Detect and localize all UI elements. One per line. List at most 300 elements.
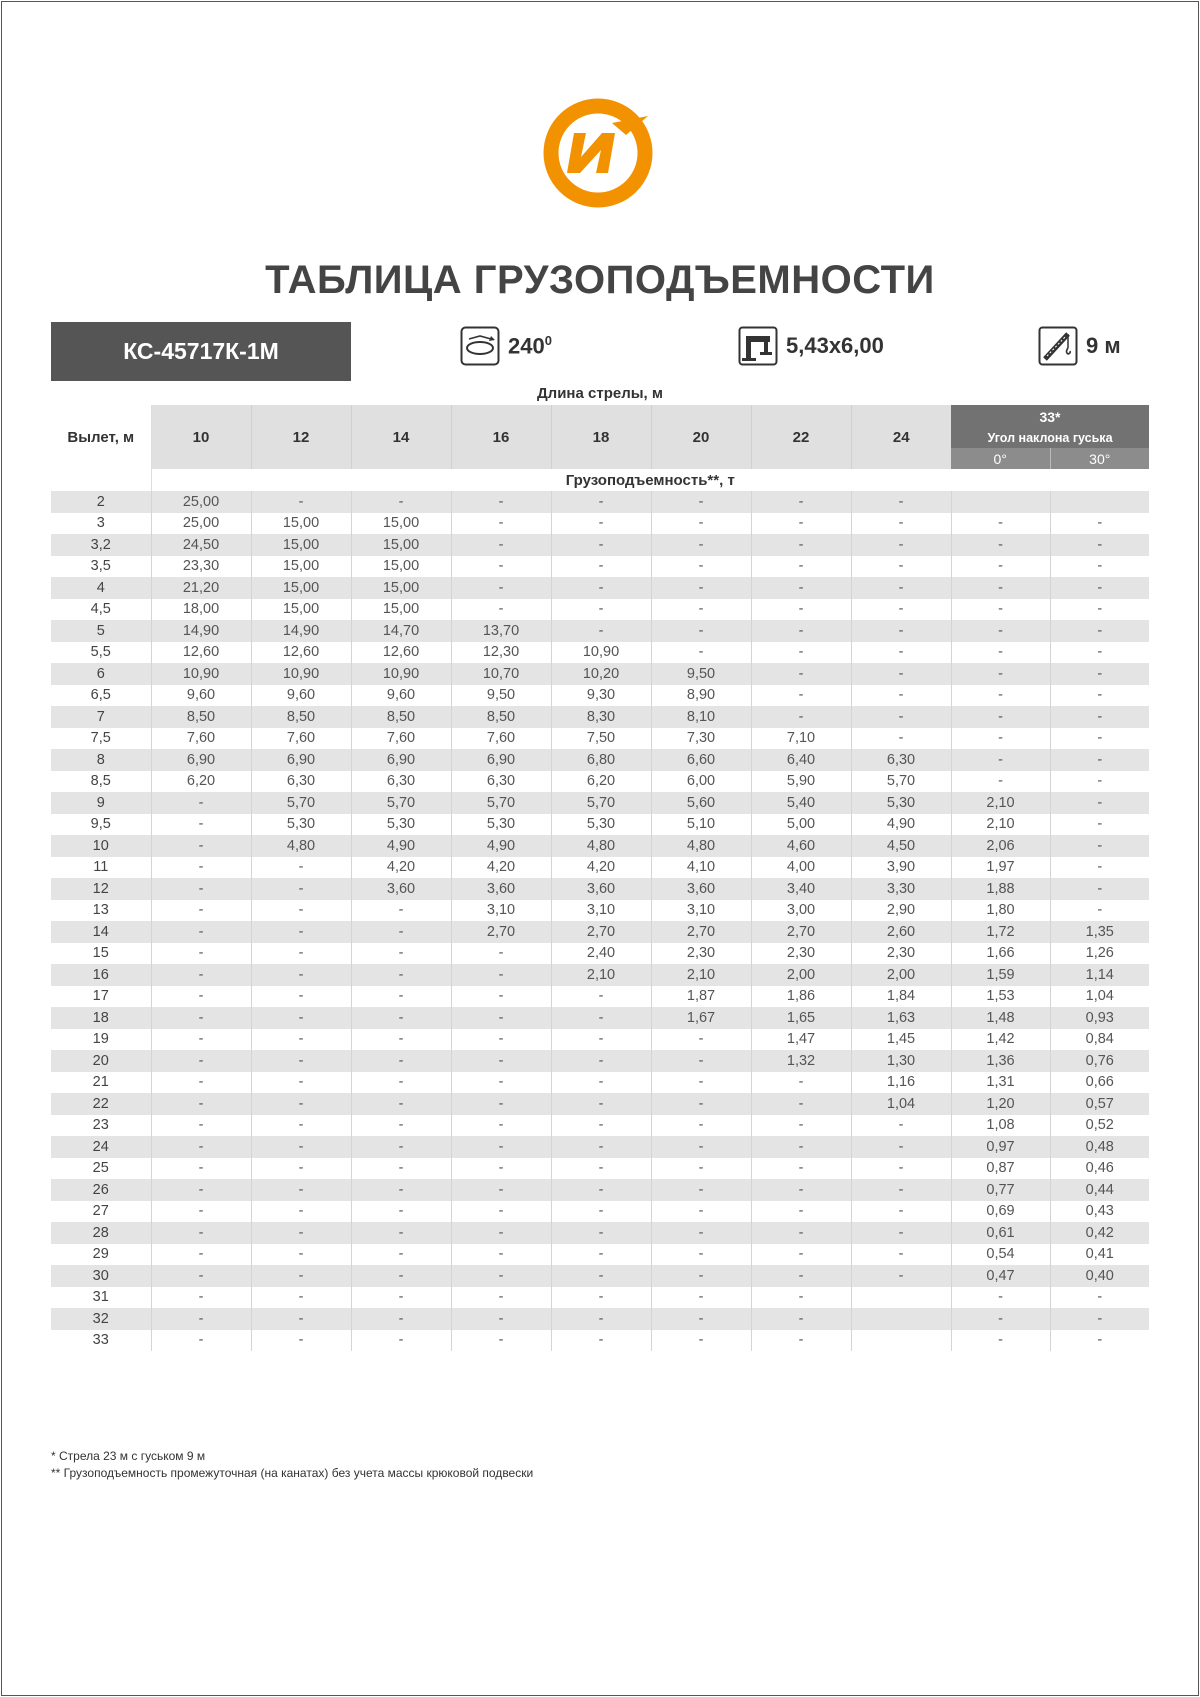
radius-cell: 25 bbox=[51, 1158, 151, 1180]
radius-cell: 28 bbox=[51, 1222, 151, 1244]
table-row bbox=[51, 1115, 1149, 1137]
capacity-cell: - bbox=[751, 1072, 851, 1094]
capacity-cell: 3,60 bbox=[451, 878, 551, 900]
capacity-cell: 12,30 bbox=[451, 642, 551, 664]
radius-cell: 7 bbox=[51, 706, 151, 728]
capacity-cell: - bbox=[351, 1072, 451, 1094]
jib-capacity-cell: 1,04 bbox=[1085, 988, 1114, 1005]
capacity-cell: - bbox=[651, 1244, 751, 1266]
rotation-value: 240 bbox=[508, 333, 545, 359]
jib-capacity-cell: - bbox=[1050, 878, 1149, 900]
capacity-cell: - bbox=[551, 1287, 651, 1309]
capacity-cell: - bbox=[751, 1201, 851, 1223]
capacity-cell: - bbox=[451, 1072, 551, 1094]
table-row bbox=[51, 1093, 1149, 1115]
table-row bbox=[51, 1158, 1149, 1180]
capacity-cell: - bbox=[151, 878, 251, 900]
capacity-cell: - bbox=[651, 491, 751, 513]
capacity-cell: 1,65 bbox=[751, 1007, 851, 1029]
capacity-cell: 2,70 bbox=[451, 921, 551, 943]
capacity-cell: 6,30 bbox=[851, 749, 951, 771]
capacity-cell: 6,60 bbox=[651, 749, 751, 771]
capacity-cell: - bbox=[251, 1050, 351, 1072]
capacity-cell: 5,30 bbox=[851, 792, 951, 814]
radius-cell: 11 bbox=[51, 857, 151, 879]
capacity-cell: 4,00 bbox=[751, 857, 851, 879]
capacity-cell: - bbox=[551, 1201, 651, 1223]
capacity-cell: - bbox=[251, 964, 351, 986]
capacity-cell: 5,10 bbox=[651, 814, 751, 836]
jib-capacity-cell: 0,43 bbox=[1085, 1203, 1114, 1220]
capacity-cell: - bbox=[651, 534, 751, 556]
capacity-cell: 3,60 bbox=[351, 878, 451, 900]
capacity-cell: - bbox=[351, 1308, 451, 1330]
radius-cell: 13 bbox=[51, 900, 151, 922]
table-row bbox=[51, 1330, 1149, 1352]
jib-capacity-cell: 0,44 bbox=[1050, 1179, 1149, 1201]
capacity-cell: - bbox=[251, 1029, 351, 1051]
capacity-cell: 4,60 bbox=[751, 835, 851, 857]
capacity-cell: 9,50 bbox=[451, 685, 551, 707]
boom-length-col: 12 bbox=[251, 405, 351, 469]
capacity-cell: - bbox=[551, 986, 651, 1008]
capacity-cell: 3,10 bbox=[551, 900, 651, 922]
capacity-cell: - bbox=[451, 1007, 551, 1029]
capacity-cell: - bbox=[751, 620, 851, 642]
radius-cell: 17 bbox=[51, 986, 151, 1008]
capacity-cell: - bbox=[151, 1115, 251, 1137]
jib-capacity-cell: - bbox=[1097, 601, 1103, 618]
jib-capacity-cell: - bbox=[951, 706, 1050, 728]
capacity-cell: - bbox=[151, 1093, 251, 1115]
capacity-cell: 1,86 bbox=[751, 986, 851, 1008]
capacity-cell: - bbox=[851, 1244, 951, 1266]
table-row bbox=[51, 620, 1149, 642]
capacity-cell: - bbox=[651, 1330, 751, 1352]
jib-angle-0: 0° bbox=[951, 448, 1050, 469]
capacity-cell: - bbox=[451, 1050, 551, 1072]
jib-capacity-cell: 1,14 bbox=[1050, 964, 1149, 986]
jib-capacity-cell: 0,52 bbox=[1085, 1117, 1114, 1134]
capacity-cell: 2,90 bbox=[851, 900, 951, 922]
capacity-cell: - bbox=[151, 1265, 251, 1287]
radius-cell: 3,5 bbox=[51, 556, 151, 578]
outrigger-value: 5,43х6,00 bbox=[786, 333, 884, 358]
capacity-cell: - bbox=[251, 1115, 351, 1137]
capacity-cell: - bbox=[251, 1158, 351, 1180]
jib-capacity-cell: 2,10 bbox=[951, 792, 1050, 814]
capacity-cell: 5,30 bbox=[451, 814, 551, 836]
boom-length-col: 10 bbox=[151, 405, 251, 469]
capacity-cell: - bbox=[351, 943, 451, 965]
jib-capacity-cell bbox=[951, 491, 1050, 513]
capacity-cell: - bbox=[151, 814, 251, 836]
table-row bbox=[51, 1179, 1149, 1201]
jib-capacity-cell: - bbox=[1050, 792, 1149, 814]
table-row bbox=[51, 1244, 1149, 1266]
capacity-cell: - bbox=[251, 1244, 351, 1266]
capacity-cell: 3,30 bbox=[851, 878, 951, 900]
capacity-cell: - bbox=[651, 556, 751, 578]
capacity-cell: 1,45 bbox=[851, 1029, 951, 1051]
capacity-cell: 9,50 bbox=[651, 663, 751, 685]
capacity-cell bbox=[851, 1330, 951, 1352]
capacity-cell: - bbox=[851, 577, 951, 599]
capacity-cell: - bbox=[751, 1308, 851, 1330]
capacity-cell: - bbox=[351, 1115, 451, 1137]
rotation-icon bbox=[460, 326, 500, 366]
capacity-cell: 2,00 bbox=[751, 964, 851, 986]
table-row bbox=[51, 556, 1149, 578]
table-row bbox=[51, 921, 1149, 943]
capacity-cell: - bbox=[151, 964, 251, 986]
capacity-cell bbox=[851, 1287, 951, 1309]
capacity-cell: - bbox=[851, 1136, 951, 1158]
boom-length-col: 22 bbox=[751, 405, 851, 469]
jib-capacity-cell: 1,42 bbox=[951, 1029, 1050, 1051]
rotation-spec bbox=[460, 326, 552, 366]
jib-angle-30: 30° bbox=[1050, 448, 1149, 469]
radius-cell: 5,5 bbox=[51, 642, 151, 664]
capacity-cell: - bbox=[251, 878, 351, 900]
capacity-cell: - bbox=[151, 1179, 251, 1201]
capacity-cell: 7,60 bbox=[451, 728, 551, 750]
capacity-cell: 4,90 bbox=[851, 814, 951, 836]
capacity-cell: - bbox=[851, 1115, 951, 1137]
table-row bbox=[51, 577, 1149, 599]
radius-cell: 10 bbox=[51, 835, 151, 857]
capacity-cell: - bbox=[351, 1007, 451, 1029]
footnotes bbox=[51, 1448, 533, 1482]
capacity-cell: 1,84 bbox=[851, 986, 951, 1008]
capacity-cell: 4,20 bbox=[351, 857, 451, 879]
capacity-cell: - bbox=[251, 1072, 351, 1094]
capacity-cell: - bbox=[751, 685, 851, 707]
boom-length-col: 14 bbox=[351, 405, 451, 469]
jib-capacity-cell: 1,72 bbox=[951, 921, 1050, 943]
radius-cell: 4,5 bbox=[51, 599, 151, 621]
capacity-cell: 12,60 bbox=[151, 642, 251, 664]
capacity-cell: 8,10 bbox=[651, 706, 751, 728]
capacity-cell: 2,10 bbox=[651, 964, 751, 986]
jib-capacity-cell: - bbox=[951, 513, 1050, 535]
capacity-cell: - bbox=[451, 513, 551, 535]
capacity-cell: 12,60 bbox=[351, 642, 451, 664]
capacity-cell: 18,00 bbox=[151, 599, 251, 621]
jib-capacity-cell: 0,93 bbox=[1050, 1007, 1149, 1029]
capacity-cell: - bbox=[151, 857, 251, 879]
jib-capacity-cell: - bbox=[1050, 835, 1149, 857]
capacity-cell: 13,70 bbox=[451, 620, 551, 642]
capacity-cell: - bbox=[851, 642, 951, 664]
capacity-cell: - bbox=[551, 599, 651, 621]
radius-cell: 6,5 bbox=[51, 685, 151, 707]
company-logo bbox=[538, 93, 658, 213]
table-row bbox=[51, 835, 1149, 857]
capacity-cell: - bbox=[651, 1265, 751, 1287]
capacity-cell: 15,00 bbox=[351, 513, 451, 535]
capacity-cell: - bbox=[251, 943, 351, 965]
capacity-cell: - bbox=[151, 1330, 251, 1352]
capacity-label: Грузоподъемность**, т bbox=[151, 469, 1149, 491]
capacity-cell: - bbox=[351, 491, 451, 513]
capacity-cell: - bbox=[451, 1093, 551, 1115]
jib-capacity-cell: - bbox=[951, 620, 1050, 642]
capacity-cell: - bbox=[651, 620, 751, 642]
capacity-cell: - bbox=[451, 1244, 551, 1266]
jib-capacity-cell: - bbox=[951, 749, 1050, 771]
capacity-cell: 6,20 bbox=[551, 771, 651, 793]
capacity-cell: - bbox=[651, 1222, 751, 1244]
table-row bbox=[51, 986, 1149, 1008]
capacity-cell: - bbox=[651, 1136, 751, 1158]
capacity-cell: - bbox=[751, 642, 851, 664]
table-row bbox=[51, 814, 1149, 836]
capacity-cell: 6,20 bbox=[151, 771, 251, 793]
capacity-cell: - bbox=[751, 1287, 851, 1309]
capacity-cell: - bbox=[851, 663, 951, 685]
table-row bbox=[51, 1029, 1149, 1051]
footnote: * Стрела 23 м с гуськом 9 м bbox=[51, 1449, 206, 1463]
jib-capacity-cell: - bbox=[1050, 663, 1149, 685]
capacity-cell: - bbox=[851, 620, 951, 642]
radius-cell: 2 bbox=[51, 491, 151, 513]
capacity-cell: 8,50 bbox=[451, 706, 551, 728]
capacity-cell: 1,16 bbox=[851, 1072, 951, 1094]
capacity-cell: - bbox=[351, 1093, 451, 1115]
capacity-cell: - bbox=[751, 577, 851, 599]
capacity-cell: - bbox=[251, 900, 351, 922]
capacity-cell: 5,70 bbox=[551, 792, 651, 814]
jib-value: 9 м bbox=[1086, 333, 1121, 358]
capacity-cell: - bbox=[551, 1244, 651, 1266]
capacity-cell: - bbox=[851, 491, 951, 513]
jib-capacity-cell: - bbox=[951, 599, 1050, 621]
capacity-cell: - bbox=[651, 1050, 751, 1072]
capacity-cell: - bbox=[751, 1136, 851, 1158]
jib-capacity-cell: - bbox=[951, 685, 1050, 707]
jib-capacity-cell: 0,97 bbox=[951, 1136, 1050, 1158]
radius-cell: 12 bbox=[51, 878, 151, 900]
capacity-cell: - bbox=[151, 1222, 251, 1244]
capacity-cell: - bbox=[551, 1093, 651, 1115]
capacity-cell: - bbox=[451, 1201, 551, 1223]
capacity-cell: 3,40 bbox=[751, 878, 851, 900]
jib-capacity-cell: 0,48 bbox=[1050, 1136, 1149, 1158]
capacity-cell: - bbox=[151, 1287, 251, 1309]
capacity-cell: 4,80 bbox=[251, 835, 351, 857]
capacity-cell: - bbox=[251, 1330, 351, 1352]
capacity-cell: - bbox=[351, 1158, 451, 1180]
capacity-cell: - bbox=[451, 964, 551, 986]
capacity-cell: - bbox=[751, 491, 851, 513]
capacity-cell: - bbox=[751, 1222, 851, 1244]
capacity-cell: - bbox=[351, 1330, 451, 1352]
table-row bbox=[51, 728, 1149, 750]
table-row bbox=[51, 685, 1149, 707]
capacity-cell: - bbox=[551, 1308, 651, 1330]
capacity-cell: 7,60 bbox=[251, 728, 351, 750]
capacity-cell: 15,00 bbox=[351, 599, 451, 621]
capacity-cell: - bbox=[451, 1287, 551, 1309]
jib-capacity-cell: - bbox=[1050, 749, 1149, 771]
capacity-cell: - bbox=[451, 943, 551, 965]
capacity-cell: 15,00 bbox=[251, 577, 351, 599]
capacity-cell: - bbox=[151, 921, 251, 943]
capacity-cell: - bbox=[551, 1222, 651, 1244]
table-row bbox=[51, 513, 1149, 535]
capacity-cell: - bbox=[451, 1308, 551, 1330]
capacity-cell: 5,70 bbox=[251, 792, 351, 814]
jib-capacity-cell: - bbox=[951, 577, 1050, 599]
capacity-cell: - bbox=[451, 1158, 551, 1180]
capacity-cell: - bbox=[651, 1287, 751, 1309]
capacity-cell: 5,30 bbox=[351, 814, 451, 836]
capacity-cell: 6,30 bbox=[351, 771, 451, 793]
capacity-cell: - bbox=[251, 1007, 351, 1029]
capacity-cell: 1,67 bbox=[651, 1007, 751, 1029]
capacity-cell: - bbox=[451, 1136, 551, 1158]
capacity-cell: 8,90 bbox=[651, 685, 751, 707]
radius-cell: 6 bbox=[51, 663, 151, 685]
boom-length-col: 16 bbox=[451, 405, 551, 469]
capacity-cell: - bbox=[751, 1265, 851, 1287]
capacity-cell: 8,50 bbox=[151, 706, 251, 728]
table-row bbox=[51, 1222, 1149, 1244]
capacity-cell: 1,47 bbox=[751, 1029, 851, 1051]
capacity-cell: - bbox=[651, 1158, 751, 1180]
capacity-cell: - bbox=[651, 513, 751, 535]
capacity-cell: - bbox=[251, 986, 351, 1008]
capacity-cell: - bbox=[751, 1179, 851, 1201]
capacity-cell: - bbox=[151, 900, 251, 922]
table-row bbox=[51, 943, 1149, 965]
capacity-cell: - bbox=[151, 1136, 251, 1158]
radius-cell: 24 bbox=[51, 1136, 151, 1158]
jib-angle-label: Угол наклона гуська bbox=[951, 428, 1149, 448]
capacity-cell: - bbox=[351, 1136, 451, 1158]
capacity-cell: - bbox=[451, 599, 551, 621]
jib-capacity-cell: 1,31 bbox=[951, 1072, 1050, 1094]
table-row bbox=[51, 1201, 1149, 1223]
capacity-cell: 4,80 bbox=[551, 835, 651, 857]
capacity-cell: - bbox=[251, 1308, 351, 1330]
table-row bbox=[51, 1265, 1149, 1287]
capacity-cell: - bbox=[351, 1050, 451, 1072]
capacity-cell: 12,60 bbox=[251, 642, 351, 664]
radius-cell: 19 bbox=[51, 1029, 151, 1051]
capacity-cell: 15,00 bbox=[351, 534, 451, 556]
capacity-cell: - bbox=[351, 1265, 451, 1287]
capacity-cell: - bbox=[351, 1201, 451, 1223]
jib-capacity-cell: 1,80 bbox=[951, 900, 1050, 922]
radius-cell: 21 bbox=[51, 1072, 151, 1094]
capacity-cell: - bbox=[551, 513, 651, 535]
jib-capacity-cell: 1,48 bbox=[951, 1007, 1050, 1029]
jib-capacity-cell: 0,57 bbox=[1050, 1093, 1149, 1115]
capacity-cell: - bbox=[551, 620, 651, 642]
capacity-cell: 14,70 bbox=[351, 620, 451, 642]
capacity-cell: - bbox=[451, 534, 551, 556]
capacity-cell: - bbox=[351, 986, 451, 1008]
capacity-cell: - bbox=[151, 1308, 251, 1330]
jib-capacity-cell: - bbox=[1050, 706, 1149, 728]
capacity-cell: - bbox=[151, 1158, 251, 1180]
capacity-cell: - bbox=[151, 943, 251, 965]
capacity-cell: - bbox=[551, 1158, 651, 1180]
jib-capacity-cell: 1,35 bbox=[1050, 921, 1149, 943]
jib-capacity-cell: - bbox=[1097, 687, 1103, 704]
jib-capacity-cell: 1,59 bbox=[951, 964, 1050, 986]
radius-cell: 32 bbox=[51, 1308, 151, 1330]
jib-capacity-cell: 0,41 bbox=[1085, 1246, 1114, 1263]
capacity-table bbox=[51, 405, 1149, 1351]
jib-capacity-cell: - bbox=[1050, 1308, 1149, 1330]
jib-capacity-cell: 1,88 bbox=[951, 878, 1050, 900]
jib-capacity-cell: - bbox=[1050, 620, 1149, 642]
capacity-cell: 14,90 bbox=[151, 620, 251, 642]
capacity-cell: 2,60 bbox=[851, 921, 951, 943]
radius-cell: 9 bbox=[51, 792, 151, 814]
jib-capacity-cell: - bbox=[951, 642, 1050, 664]
jib-capacity-cell: - bbox=[1097, 730, 1103, 747]
capacity-cell: - bbox=[651, 1029, 751, 1051]
capacity-cell: - bbox=[551, 577, 651, 599]
capacity-cell: - bbox=[751, 706, 851, 728]
table-row bbox=[51, 599, 1149, 621]
capacity-cell: - bbox=[551, 556, 651, 578]
capacity-cell: 6,30 bbox=[451, 771, 551, 793]
capacity-cell: - bbox=[151, 1050, 251, 1072]
capacity-cell: - bbox=[351, 1179, 451, 1201]
page-title: ТАБЛИЦА ГРУЗОПОДЪЕМНОСТИ bbox=[265, 258, 935, 302]
table-row bbox=[51, 857, 1149, 879]
radius-cell: 16 bbox=[51, 964, 151, 986]
capacity-cell: - bbox=[351, 1222, 451, 1244]
outrigger-spec bbox=[738, 326, 884, 366]
radius-cell: 5 bbox=[51, 620, 151, 642]
capacity-cell: - bbox=[651, 1308, 751, 1330]
capacity-cell: - bbox=[651, 1201, 751, 1223]
jib-capacity-cell: 0,84 bbox=[1085, 1031, 1114, 1048]
boom-length-label: Длина стрелы, м bbox=[537, 385, 663, 402]
capacity-cell: 4,90 bbox=[351, 835, 451, 857]
radius-cell: 8,5 bbox=[51, 771, 151, 793]
capacity-cell: 4,20 bbox=[451, 857, 551, 879]
jib-capacity-cell: - bbox=[951, 1330, 1050, 1352]
jib-capacity-cell: - bbox=[951, 556, 1050, 578]
table-row bbox=[51, 642, 1149, 664]
jib-capacity-cell: 1,53 bbox=[951, 986, 1050, 1008]
capacity-cell: - bbox=[151, 1072, 251, 1094]
jib-capacity-cell: 2,10 bbox=[951, 814, 1050, 836]
capacity-cell: - bbox=[451, 1265, 551, 1287]
radius-cell: 33 bbox=[51, 1330, 151, 1352]
capacity-cell: 10,90 bbox=[551, 642, 651, 664]
capacity-cell: 5,30 bbox=[251, 814, 351, 836]
capacity-cell: - bbox=[651, 1093, 751, 1115]
capacity-cell: 15,00 bbox=[351, 556, 451, 578]
table-row bbox=[51, 1007, 1149, 1029]
capacity-cell: 1,63 bbox=[851, 1007, 951, 1029]
table-row bbox=[51, 900, 1149, 922]
jib-icon bbox=[1038, 326, 1078, 366]
capacity-cell: 8,50 bbox=[351, 706, 451, 728]
jib-capacity-cell: 0,54 bbox=[951, 1244, 1050, 1266]
radius-cell: 22 bbox=[51, 1093, 151, 1115]
jib-capacity-cell: - bbox=[1097, 1289, 1103, 1306]
jib-capacity-cell: - bbox=[951, 534, 1050, 556]
